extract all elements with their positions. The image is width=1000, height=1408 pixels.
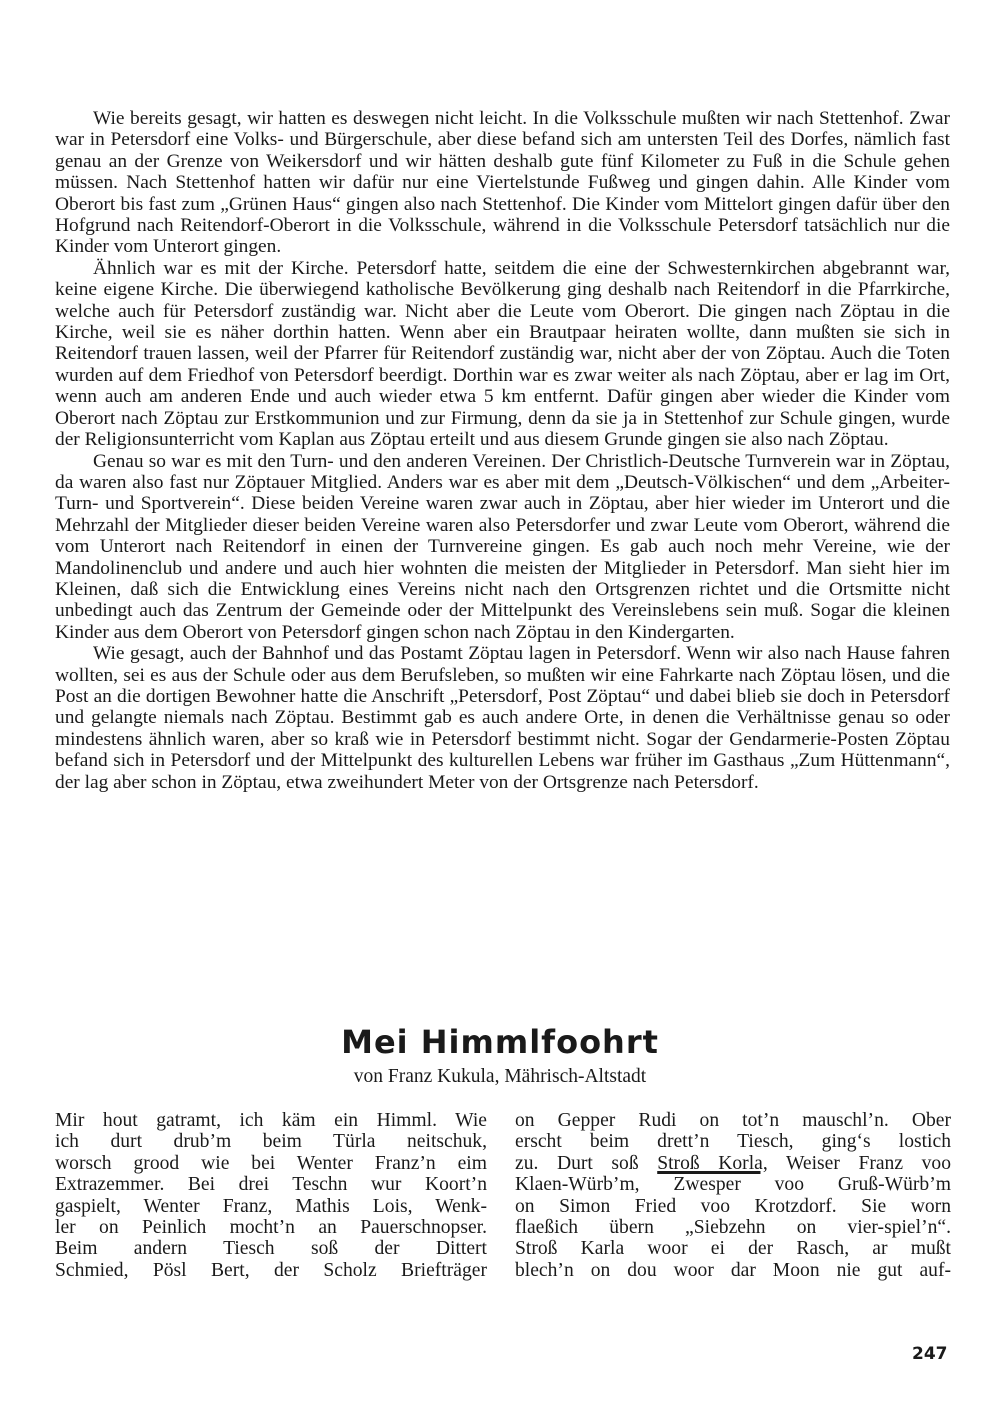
poem-line: ich durt drub’m beim Türla neitschuk, (55, 1131, 487, 1153)
poem-line: Mir hout gatramt, ich käm ein Himml. Wie (55, 1110, 487, 1131)
poem-line: Schmied, Pösl Bert, der Scholz Briefträger (55, 1259, 487, 1281)
poem-line: erscht beim drett’n Tiesch, ging‘s lostich (515, 1131, 951, 1153)
poem-line: Stroß Karla woor ei der Rasch, ar mußt (515, 1238, 951, 1260)
poem-title: Mei Himmlfoohrt (341, 1023, 659, 1061)
poem-line-part: zu. Durt soß (515, 1152, 639, 1174)
poem-line-with-underline (515, 1153, 951, 1174)
poem-line: gaspielt, Wenter Franz, Mathis Lois, Wenk- (55, 1195, 487, 1217)
page-number: 247 (912, 1344, 948, 1364)
poem-line: ler on Peinlich mocht’n an Pauerschnopser. (55, 1217, 487, 1239)
poem-line: on Simon Fried voo Krotzdorf. Sie worn (515, 1195, 951, 1217)
paragraph-clubs: Genau so war es mit den Turn- und den anderen Vereinen. Der Christlich-Deutsche Turnverein war in Zöptau, da waren also fast nur Zöptauer Mitglied. Anders war es aber mit dem „Deutsch-Völkischen“ und dem „Arbeiter-Turn- und Sportverein“. Diese beiden Vereine waren zwar auch in Zöptau, aber hier wieder im Unterort und die Mehrzahl der Mitglieder dieser beiden Vereine waren also Petersdorfer und zwar Leute vom Oberort, während die vom Unterort nach Reitendorf in einen der Turnvereine gingen. Es gab auch noch mehr Vereine, wie der Mandolinenclub und andere und auch hier wohnten die meisten der Mitglieder in Petersdorf. Man sieht hier im Kleinen, daß sich die Entwicklung eines Vereins nicht nach den Ortsgrenzen richtet und die Ortsmitte nicht unbedingt auch das Zentrum der Gemeinde oder der Mittelpunkt des Vereinslebens sein muß. Sogar die kleinen Kinder aus dem Oberort von Petersdorf gingen schon nach Zöptau in den Kindergarten. (55, 450, 950, 643)
poem-author: von Franz Kukula, Mährisch-Altstadt (353, 1066, 647, 1087)
poem-column-left (55, 1110, 487, 1281)
poem-line: flaeßich übern „Siebzehn on vier-spiel’n“. (515, 1217, 951, 1239)
poem-column-right (515, 1110, 951, 1281)
poem-line: Beim andern Tiesch soß der Dittert (55, 1238, 487, 1260)
poem-line-part: Weiser Franz voo (785, 1152, 952, 1174)
paragraph-church: Ähnlich war es mit der Kirche. Petersdorf hatte, seitdem die eine der Schwesternkirchen abgebrannt war, keine eigene Kirche. Die überwiegend katholische Bevölkerung ging deshalb nach Reitendorf in die Pfarrkirche, welche auch für Petersdorf zuständig war. Nicht aber die Leute vom Oberort. Die gingen nach Zöptau in die Kirche, weil sie es näher dorthin hatten. Wenn aber ein Brautpaar heiraten wollte, dann mußten sie sich in Reitendorf trauen lassen, weil der Pfarrer für Reitendorf zuständig war, nicht aber der von Zöptau. Auch die Toten wurden auf dem Friedhof von Petersdorf beerdigt. Dorthin war es zwar weiter als nach Zöptau, aber er lag im Ort, wenn auch am anderen Ende und auch wieder etwa 5 km entfernt. Dafür gingen aber wieder die Kinder vom Oberort nach Zöptau zur Erstkommunion und zur Firmung, denn da sie ja in Stettenhof zur Schule gingen, wurde der Religionsunterricht vom Kaplan aus Zöptau erteilt und aus diesem Grunde gingen sie also nach Zöptau. (55, 257, 950, 451)
poem-line: worsch grood wie bei Wenter Franz’n eim (55, 1152, 487, 1174)
poem-line: Klaen-Würb’m, Zwesper voo Gruß-Würb’m (515, 1174, 951, 1196)
poem-line: on Gepper Rudi on tot’n mauschl’n. Ober (515, 1110, 951, 1131)
poem-line: Extrazemmer. Bei drei Teschn wur Koort’n (55, 1174, 487, 1196)
article-body (55, 108, 950, 793)
underlined-name: Stroß Korla, (657, 1152, 768, 1174)
poem-line: blech’n on dou woor dar Moon nie gut auf- (515, 1259, 951, 1281)
paragraph-schools: Wie bereits gesagt, wir hatten es deswegen nicht leicht. In die Volksschule mußten wir nach Stettenhof. Zwar war in Petersdorf eine Volks- und Bürgerschule, aber diese befand sich am untersten Teil des Dorfes, nämlich fast genau an der Grenze von Weikersdorf und wir hätten deshalb gute fünf Kilometer zu Fuß in die Schule gehen müssen. Nach Stettenhof hatten wir dafür nur eine Viertelstunde Fußweg und gingen dahin. Alle Kinder vom Oberort bis fast zum „Grünen Haus“ gingen also nach Stettenhof. Die Kinder vom Mittelort gingen dafür über den Hofgrund nach Reitendorf-Oberort in die Volksschule, während in die Volksschule Petersdorf tatsächlich nur die Kinder vom Unterort gingen. (55, 108, 950, 258)
paragraph-station-post: Wie gesagt, auch der Bahnhof und das Postamt Zöptau lagen in Petersdorf. Wenn wir also nach Hause fahren wollten, sei es aus der Schule oder aus dem Berufsleben, so mußten wir eine Fahrkarte nach Zöptau lösen, und die Post an die dortigen Bewohner hatte die Anschrift „Petersdorf, Post Zöptau“ und dabei blieb sie doch in Petersdorf und gelangte niemals nach Zöptau. Bestimmt gab es auch andere Orte, in denen die Verhältnisse genau so oder mindestens ähnlich waren, aber so kraß wie in Petersdorf bestimmt nicht. Sogar der Gendarmerie-Posten Zöptau befand sich in Petersdorf und der Mittelpunkt des kulturellen Lebens war früher im Gasthaus „Zum Hüttenmann“, der lag aber schon in Zöptau, etwa zweihundert Meter von der Ortsgrenze nach Petersdorf. (55, 643, 950, 793)
